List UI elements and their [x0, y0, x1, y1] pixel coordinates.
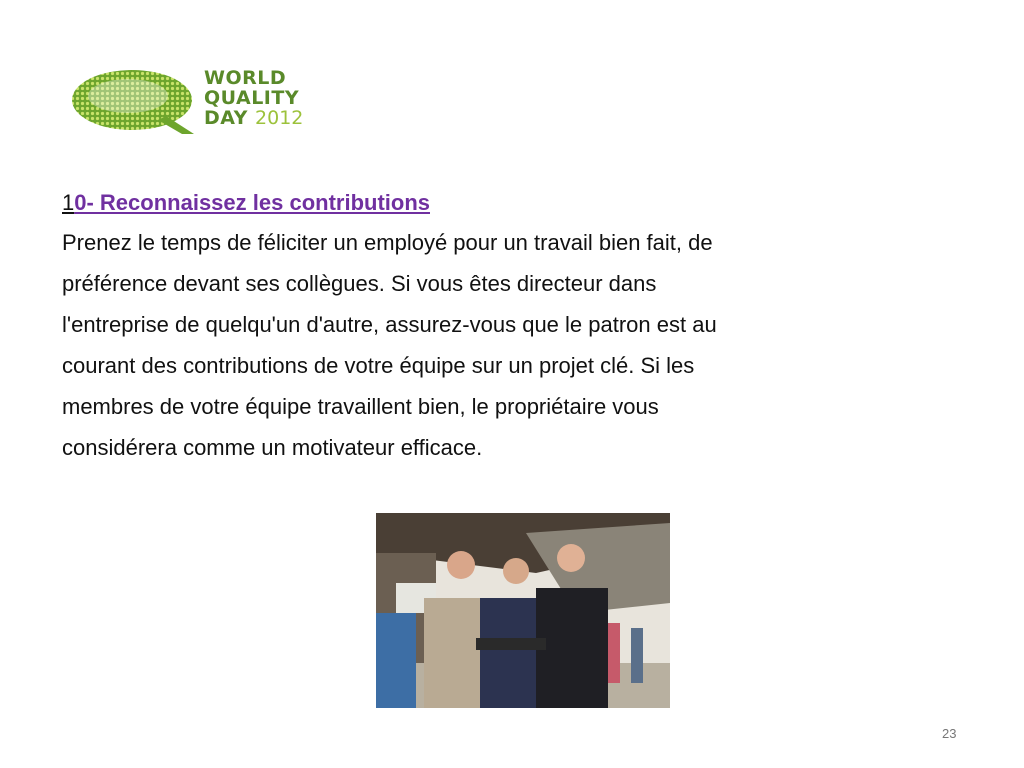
heading-title: 0- Reconnaissez les contributions: [74, 190, 430, 215]
logo-wordmark: [204, 68, 303, 128]
body-line: considérera comme un motivateur efficace.: [62, 435, 483, 460]
q-globe-icon: [70, 66, 200, 138]
logo-day-word: DAY: [204, 107, 248, 129]
logo-line-day: [204, 108, 303, 128]
award-photo: [376, 513, 670, 708]
logo-year: 2012: [255, 107, 304, 129]
body-line: Prenez le temps de féliciter un employé pour un travail bien fait, de: [62, 230, 713, 255]
photo-illustration: [376, 513, 670, 708]
world-quality-day-logo: [70, 66, 340, 138]
page-number: 23: [942, 726, 957, 741]
slide-content: [62, 186, 942, 468]
body-line: l'entreprise de quelqu'un d'autre, assurez-vous que le patron est au: [62, 312, 717, 337]
body-paragraph: [62, 222, 942, 468]
section-heading: [62, 186, 942, 220]
heading-number: 1: [62, 190, 75, 215]
body-line: courant des contributions de votre équipe sur un projet clé. Si les: [62, 353, 695, 378]
logo-line-world: WORLD: [204, 67, 287, 89]
body-line: membres de votre équipe travaillent bien, le propriétaire vous: [62, 394, 659, 419]
logo-line-quality: QUALITY: [204, 87, 300, 109]
body-line: préférence devant ses collègues. Si vous êtes directeur dans: [62, 271, 657, 296]
